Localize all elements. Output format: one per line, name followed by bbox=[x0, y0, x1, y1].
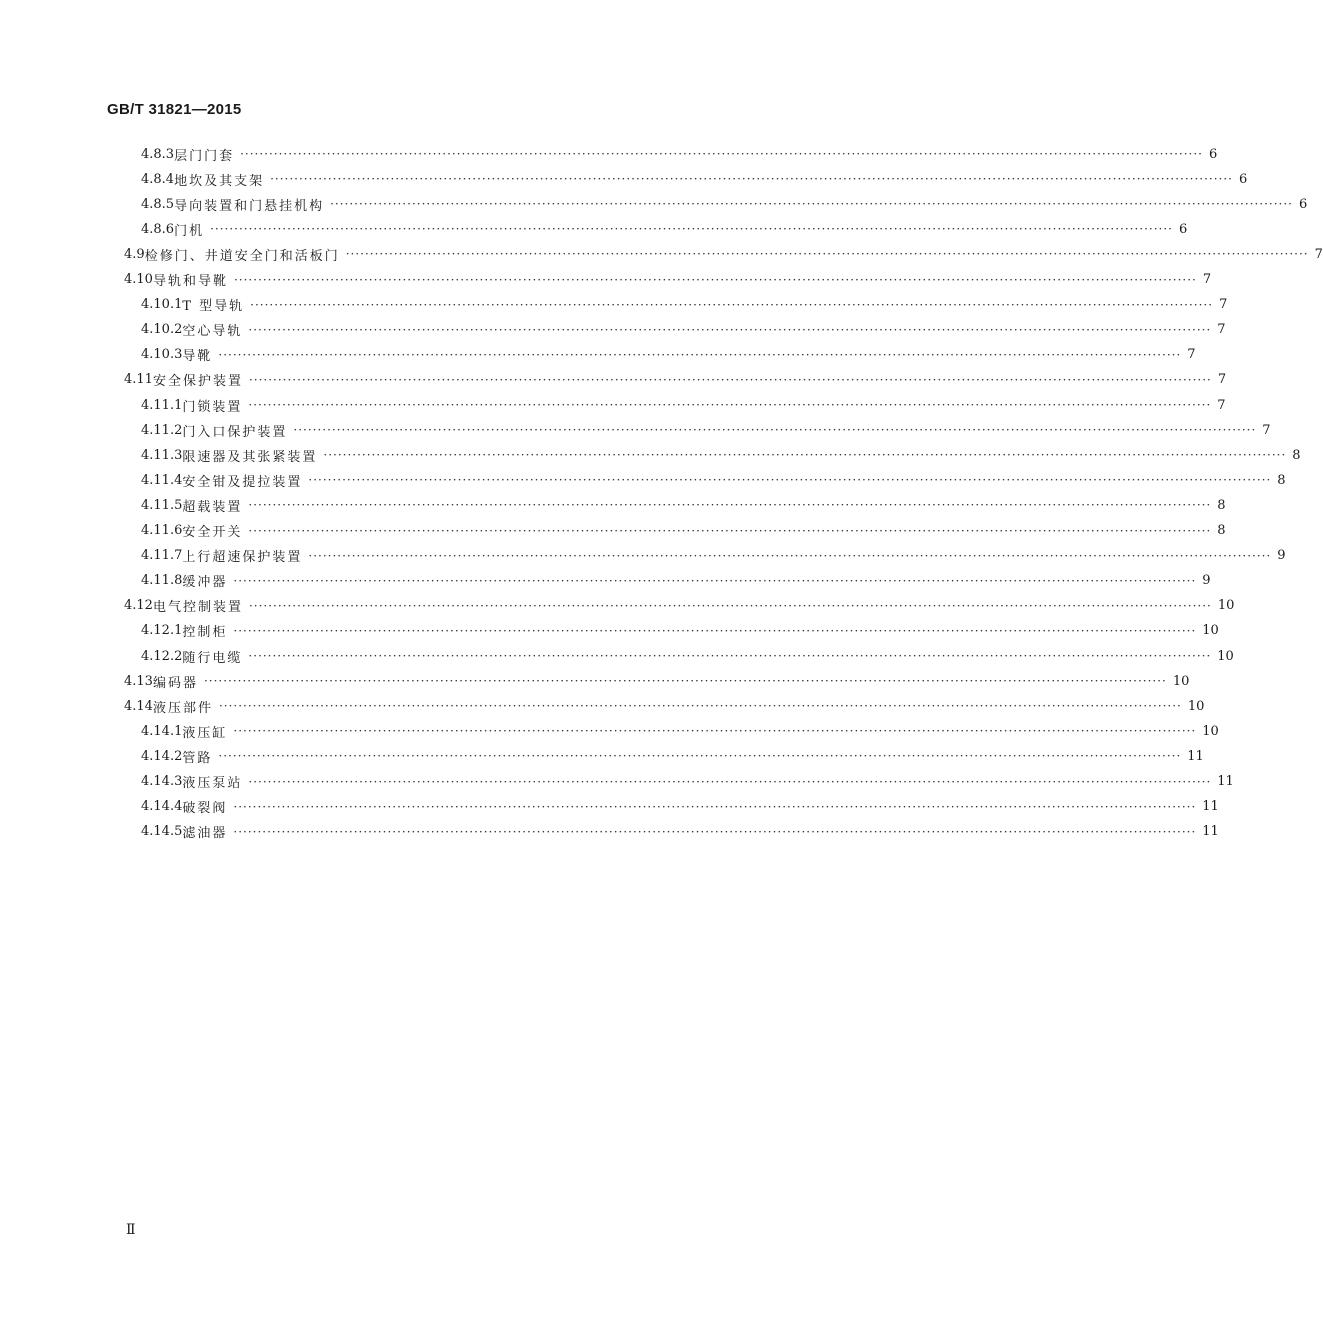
toc-entry[interactable] bbox=[141, 720, 1219, 742]
toc-leader-dots: ········································································································································································································ bbox=[308, 473, 1272, 488]
toc-entry-number: 4.10.1 bbox=[141, 297, 183, 313]
toc-entry-title: 上行超速保护装置 bbox=[182, 550, 303, 566]
toc-leader-dots: ········································································································································································································ bbox=[233, 272, 1197, 287]
toc-entry-number: 4.10 bbox=[124, 272, 153, 287]
toc-leader-dots: ········································································································································································································ bbox=[330, 197, 1293, 212]
toc-entry-number: 4.14.4 bbox=[141, 799, 183, 815]
toc-leader-dots: ········································································································································································································ bbox=[248, 774, 1212, 789]
toc-entry-number: 4.11.5 bbox=[141, 497, 183, 513]
toc-entry-number: 4.14 bbox=[124, 698, 153, 714]
toc-entry-title: 导轨和导靴 bbox=[152, 274, 228, 289]
toc-entry-title: 编码器 bbox=[152, 675, 198, 691]
toc-leader-dots: ········································································································································································································ bbox=[270, 172, 1233, 187]
toc-entry-page: 10 bbox=[1217, 648, 1234, 664]
toc-entry[interactable] bbox=[141, 745, 1204, 767]
toc-entry-page: 9 bbox=[1277, 548, 1286, 564]
toc-entry[interactable] bbox=[141, 520, 1226, 542]
toc-entry-title: 随行电缆 bbox=[182, 650, 243, 666]
toc-entry-title: 管路 bbox=[182, 750, 213, 766]
toc-entry-page: 6 bbox=[1298, 196, 1308, 212]
toc-entry[interactable] bbox=[124, 369, 1227, 391]
toc-entry-number: 4.14.5 bbox=[141, 824, 183, 840]
toc-entry[interactable] bbox=[124, 670, 1190, 692]
toc-entry[interactable] bbox=[141, 570, 1211, 592]
toc-entry-page: 8 bbox=[1217, 497, 1226, 513]
toc-entry-title: 导靴 bbox=[182, 349, 213, 365]
toc-entry-title: T 型导轨 bbox=[182, 299, 245, 315]
toc-entry-title: 破裂阀 bbox=[182, 801, 228, 817]
toc-entry-number: 4.8.3 bbox=[141, 146, 175, 162]
toc-entry-title: 限速器及其张紧装置 bbox=[182, 449, 318, 465]
toc-entry-page: 6 bbox=[1208, 146, 1218, 162]
toc-entry[interactable] bbox=[141, 344, 1196, 366]
toc-entry-number: 4.11.2 bbox=[141, 422, 183, 438]
toc-leader-dots: ········································································································································································································ bbox=[210, 222, 1173, 237]
toc-entry-number: 4.11 bbox=[124, 372, 153, 388]
toc-leader-dots: ········································································································································································································ bbox=[203, 674, 1167, 689]
toc-entry-number: 4.12.1 bbox=[141, 623, 183, 639]
toc-entry[interactable] bbox=[141, 469, 1286, 491]
toc-entry[interactable] bbox=[141, 319, 1226, 341]
toc-entry-number: 4.11.4 bbox=[141, 472, 183, 488]
toc-entry-title: 液压泵站 bbox=[182, 776, 243, 791]
toc-leader-dots: ········································································································································································································ bbox=[248, 322, 1212, 337]
toc-entry[interactable] bbox=[124, 269, 1212, 291]
toc-leader-dots: ········································································································································································································ bbox=[248, 498, 1212, 513]
toc-entry[interactable] bbox=[141, 494, 1226, 516]
toc-entry-number: 4.8.5 bbox=[141, 196, 175, 212]
toc-leader-dots: ········································································································································································································ bbox=[293, 423, 1257, 438]
toc-leader-dots: ········································································································································································································ bbox=[233, 799, 1197, 814]
toc-entry-number: 4.11.1 bbox=[141, 397, 183, 413]
toc-leader-dots: ········································································································································································································ bbox=[308, 548, 1272, 563]
toc-entry-page: 7 bbox=[1262, 422, 1271, 438]
toc-entry-page: 8 bbox=[1217, 523, 1226, 538]
toc-entry-number: 4.9 bbox=[124, 246, 145, 262]
toc-entry-title: 地坎及其支架 bbox=[174, 173, 265, 189]
toc-entry-number: 4.14.3 bbox=[141, 774, 183, 789]
toc-entry-title: 滤油器 bbox=[182, 826, 228, 842]
toc-entry-title: 安全钳及提拉装置 bbox=[182, 474, 303, 490]
toc-entry[interactable] bbox=[141, 168, 1248, 190]
toc-entry-page: 11 bbox=[1217, 774, 1234, 789]
toc-leader-dots: ········································································································································································································ bbox=[248, 649, 1212, 663]
toc-entry-page: 10 bbox=[1202, 623, 1219, 639]
toc-entry[interactable] bbox=[124, 695, 1205, 717]
toc-entry-number: 4.11.6 bbox=[141, 523, 183, 538]
toc-entry-page: 7 bbox=[1217, 322, 1226, 338]
toc-entry-title: 液压缸 bbox=[182, 725, 228, 741]
toc-entry-page: 7 bbox=[1314, 246, 1323, 262]
toc-entry-title: 导向装置和门悬挂机构 bbox=[174, 198, 325, 214]
toc-entry-number: 4.11.3 bbox=[141, 447, 183, 463]
toc-entry[interactable] bbox=[141, 294, 1228, 316]
toc-entry-title: 超载装置 bbox=[182, 499, 243, 515]
toc-entry-number: 4.14.2 bbox=[141, 748, 183, 764]
page-number: Ⅱ bbox=[126, 1222, 136, 1238]
toc-entry-number: 4.11.8 bbox=[141, 573, 183, 589]
toc-entry-title: 层门门套 bbox=[174, 148, 235, 164]
toc-entry-page: 10 bbox=[1172, 673, 1190, 689]
toc-leader-dots: ········································································································································································································ bbox=[248, 598, 1212, 613]
toc-entry-number: 4.12.2 bbox=[141, 648, 183, 664]
toc-entry[interactable] bbox=[124, 243, 1323, 265]
toc-entry[interactable] bbox=[141, 771, 1234, 793]
toc-entry-number: 4.8.6 bbox=[141, 221, 175, 237]
toc-entry-number: 4.10.3 bbox=[141, 347, 183, 363]
toc-entry-title: 门机 bbox=[174, 223, 205, 239]
toc-entry-page: 11 bbox=[1202, 799, 1219, 815]
toc-entry-page: 9 bbox=[1202, 573, 1211, 589]
toc-entry-title: 检修门、井道安全门和活板门 bbox=[144, 248, 340, 264]
toc-entry-page: 8 bbox=[1277, 472, 1286, 488]
toc-entry-title: 控制柜 bbox=[182, 625, 228, 641]
toc-entry-page: 10 bbox=[1202, 723, 1219, 739]
toc-entry-title: 缓冲器 bbox=[182, 575, 228, 591]
toc-entry-title: 安全保护装置 bbox=[152, 374, 243, 390]
toc-entry-number: 4.13 bbox=[124, 673, 153, 689]
toc-entry-page: 11 bbox=[1187, 748, 1204, 764]
toc-entry-title: 安全开关 bbox=[182, 525, 243, 540]
toc-entry[interactable] bbox=[141, 444, 1301, 466]
toc-leader-dots: ········································································································································································································ bbox=[233, 724, 1197, 739]
toc-entry[interactable] bbox=[141, 645, 1234, 667]
toc-entry-page: 10 bbox=[1217, 598, 1235, 614]
toc-entry-page: 7 bbox=[1202, 272, 1212, 287]
toc-entry-page: 6 bbox=[1178, 221, 1188, 237]
toc-entry-number: 4.14.1 bbox=[141, 723, 183, 739]
toc-entry[interactable] bbox=[141, 545, 1286, 567]
toc-entry[interactable] bbox=[141, 218, 1188, 240]
toc-entry-page: 10 bbox=[1187, 698, 1205, 714]
toc-leader-dots: ········································································································································································································ bbox=[240, 147, 1203, 161]
toc-leader-dots: ········································································································································································································ bbox=[218, 699, 1182, 714]
toc-entry-title: 空心导轨 bbox=[182, 324, 243, 340]
toc-entry[interactable] bbox=[141, 419, 1271, 441]
toc-leader-dots: ········································································································································································································ bbox=[248, 398, 1212, 412]
toc-entry[interactable] bbox=[141, 620, 1219, 642]
toc-entry[interactable] bbox=[124, 595, 1235, 617]
toc-entry-number: 4.12 bbox=[124, 598, 153, 614]
toc-entry-title: 液压部件 bbox=[152, 700, 213, 716]
toc-entry[interactable] bbox=[141, 193, 1308, 215]
toc-leader-dots: ········································································································································································································ bbox=[218, 347, 1182, 362]
toc-entry[interactable] bbox=[141, 143, 1218, 165]
toc-leader-dots: ········································································································································································································ bbox=[248, 372, 1212, 387]
toc-entry-page: 8 bbox=[1292, 447, 1301, 463]
toc-entry-number: 4.8.4 bbox=[141, 171, 175, 187]
toc-entry[interactable] bbox=[141, 394, 1226, 416]
toc-leader-dots: ········································································································································································································ bbox=[233, 623, 1197, 638]
toc-entry[interactable] bbox=[141, 796, 1219, 818]
toc-entry-page: 7 bbox=[1187, 347, 1196, 363]
toc-entry-page: 7 bbox=[1217, 397, 1226, 413]
toc-leader-dots: ········································································································································································································ bbox=[218, 749, 1182, 764]
toc-entry-title: 电气控制装置 bbox=[152, 600, 243, 616]
toc-entry-title: 门锁装置 bbox=[182, 399, 243, 415]
toc-leader-dots: ········································································································································································································ bbox=[323, 448, 1287, 463]
toc-entry-number: 4.10.2 bbox=[141, 322, 183, 338]
toc-entry-page: 7 bbox=[1219, 297, 1228, 313]
toc-entry-title: 门入口保护装置 bbox=[182, 424, 288, 440]
toc-entry-page: 11 bbox=[1202, 824, 1219, 840]
toc-leader-dots: ········································································································································································································ bbox=[345, 247, 1309, 262]
toc-entry[interactable] bbox=[141, 821, 1219, 843]
toc-entry-number: 4.11.7 bbox=[141, 548, 183, 564]
toc-entry-page: 7 bbox=[1217, 372, 1227, 388]
toc-leader-dots: ········································································································································································································ bbox=[248, 523, 1212, 538]
toc-entry-page: 6 bbox=[1238, 171, 1248, 187]
standard-number: GB/T 31821—2015 bbox=[107, 101, 242, 118]
toc-leader-dots: ········································································································································································································ bbox=[250, 297, 1214, 312]
toc-leader-dots: ········································································································································································································ bbox=[233, 824, 1197, 839]
toc-leader-dots: ········································································································································································································ bbox=[233, 573, 1197, 588]
